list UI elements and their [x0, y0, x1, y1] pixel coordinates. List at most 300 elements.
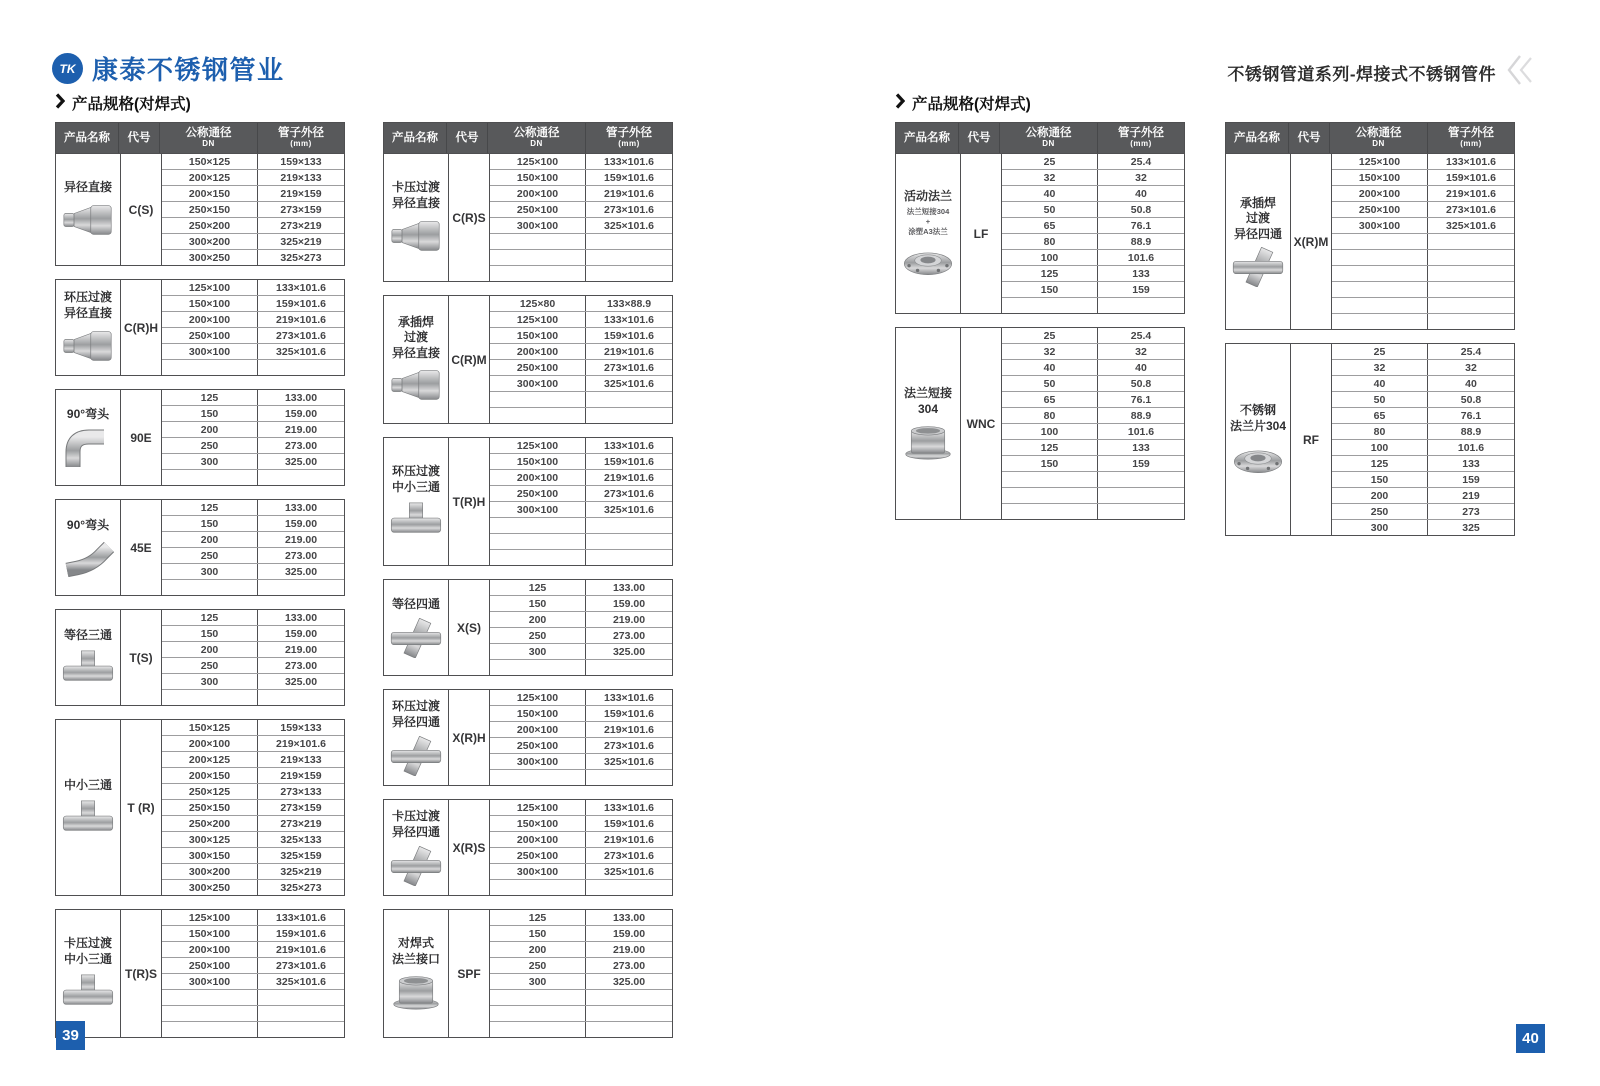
dn-cell [1002, 298, 1098, 313]
od-cell: 219×133 [280, 753, 322, 766]
dn-cell: 200×100 [490, 470, 586, 485]
product-cell [384, 438, 449, 565]
od-cell [586, 880, 672, 895]
od-cell: 219×101.6 [604, 345, 654, 358]
table-row [490, 296, 672, 311]
od-cell: 219×159 [280, 187, 322, 200]
product-name: 环压过渡 异径直接 [63, 290, 112, 320]
tee-icon [61, 799, 115, 837]
dn-cell [1002, 504, 1098, 519]
flange-icon [1231, 440, 1285, 476]
table-row-empty [162, 469, 344, 485]
dn-cell [162, 1006, 258, 1021]
page-number-right: 40 [1516, 1024, 1545, 1053]
table-row-empty [162, 1021, 344, 1037]
od-cell: 25.4 [1130, 155, 1152, 168]
dn-cell [490, 250, 586, 265]
od-cell: 133×101.6 [276, 911, 326, 924]
table-row [490, 831, 672, 847]
table-row [162, 201, 344, 217]
table-row [490, 485, 672, 501]
dn-cell: 200 [490, 612, 586, 627]
od-cell: 159×101.6 [1446, 171, 1496, 184]
dn-cell: 200×100 [162, 942, 258, 957]
od-cell: 273×101.6 [604, 361, 654, 374]
od-cell [1098, 488, 1184, 503]
product-name: 法兰短接 304 [903, 386, 952, 416]
table-row [1002, 154, 1184, 169]
company-logo [52, 50, 285, 87]
od-cell: 219.00 [284, 643, 318, 656]
od-cell [586, 550, 672, 565]
dn-cell: 32 [1002, 170, 1098, 185]
dn-cell: 200×100 [162, 736, 258, 751]
size-rows [490, 438, 672, 565]
table-row [490, 973, 672, 989]
flange-icon [901, 242, 955, 278]
table-row [162, 249, 344, 265]
table-body [1226, 344, 1514, 535]
dn-cell: 150×100 [162, 926, 258, 941]
dn-cell: 250×150 [162, 202, 258, 217]
product-cell [384, 910, 449, 1037]
table-row [1002, 343, 1184, 359]
table-row [490, 611, 672, 627]
table-row [162, 641, 344, 657]
code-cell: T(R)H [449, 438, 490, 565]
table-row [162, 657, 344, 673]
dn-cell: 250×100 [1332, 202, 1428, 217]
table-row [162, 453, 344, 469]
table-row [490, 627, 672, 643]
tee-icon [61, 649, 115, 687]
od-cell: 133.00 [612, 581, 646, 594]
dn-cell: 250×100 [162, 958, 258, 973]
od-cell: 159×101.6 [276, 297, 326, 310]
code-cell: 90E [121, 390, 162, 485]
table-row [162, 783, 344, 799]
product-cell [384, 154, 449, 281]
dn-cell [490, 408, 586, 423]
table-row-empty [490, 265, 672, 281]
table-row [162, 831, 344, 847]
od-cell [586, 234, 672, 249]
od-cell: 325×219 [280, 865, 322, 878]
code-cell: T(S) [121, 610, 162, 705]
product-name: 90°弯头 [66, 407, 110, 422]
dn-cell [490, 1022, 586, 1037]
arrow-icon [895, 93, 905, 114]
table-row [490, 847, 672, 863]
dn-cell: 150 [490, 926, 586, 941]
od-cell: 32 [1465, 361, 1477, 374]
od-cell [258, 1006, 344, 1021]
dn-cell: 150×100 [490, 454, 586, 469]
od-cell [1428, 298, 1514, 313]
product-name: 等径三通 [63, 628, 112, 643]
dn-cell: 40 [1332, 376, 1428, 391]
table-row-empty [490, 1021, 672, 1037]
dn-cell: 25 [1332, 344, 1428, 359]
table-row [162, 625, 344, 641]
dn-cell: 250×100 [490, 738, 586, 753]
page-number-left: 39 [56, 1021, 85, 1050]
size-rows [162, 500, 344, 595]
od-cell: 32 [1135, 345, 1147, 358]
dn-cell: 80 [1002, 234, 1098, 249]
dn-cell: 65 [1002, 218, 1098, 233]
product-name: 承插焊 过渡 异径四通 [1233, 195, 1282, 241]
dn-cell [162, 1022, 258, 1037]
dn-cell [490, 534, 586, 549]
table-row-empty [1332, 233, 1514, 249]
dn-cell: 150×100 [1332, 170, 1428, 185]
table-row-empty [1332, 297, 1514, 313]
table-row-empty [490, 249, 672, 265]
od-cell: 101.6 [1127, 251, 1155, 264]
dn-cell: 300 [162, 564, 258, 579]
table-row [1002, 423, 1184, 439]
od-cell [258, 470, 344, 485]
dn-cell: 300×100 [490, 502, 586, 517]
dn-cell: 125 [490, 580, 586, 595]
od-cell: 273.00 [284, 659, 318, 672]
od-cell: 88.9 [1460, 425, 1482, 438]
product-name: 不锈钢 法兰片304 [1229, 403, 1287, 433]
od-cell: 325 [1462, 521, 1480, 534]
table-row [1332, 185, 1514, 201]
dn-cell: 100 [1002, 424, 1098, 439]
dn-cell [1332, 266, 1428, 281]
col-header-od: 管子外径 (mm) [1427, 123, 1514, 153]
od-cell: 101.6 [1127, 425, 1155, 438]
od-cell: 32 [1135, 171, 1147, 184]
col-header-code: 代号 [958, 123, 999, 153]
dn-cell: 300×150 [162, 848, 258, 863]
dn-cell [490, 660, 586, 675]
collar-icon [902, 423, 954, 461]
product-name: 环压过渡 异径四通 [391, 699, 440, 729]
dn-cell: 250×100 [490, 202, 586, 217]
code-cell: RF [1291, 344, 1332, 535]
dn-cell: 125 [1002, 440, 1098, 455]
od-cell [258, 360, 344, 375]
od-cell: 325×101.6 [604, 377, 654, 390]
od-cell: 159 [1132, 457, 1150, 470]
table-row [162, 925, 344, 941]
table-body [56, 390, 344, 485]
col-header-product: 产品名称 [392, 131, 438, 144]
table-row [1332, 439, 1514, 455]
dn-cell: 125×100 [490, 154, 586, 169]
table-row [1332, 455, 1514, 471]
od-cell: 50.8 [1130, 377, 1152, 390]
dn-cell: 200 [162, 642, 258, 657]
dn-cell: 300×125 [162, 832, 258, 847]
table-row [162, 910, 344, 925]
product-cell [896, 154, 961, 313]
code-cell: C(S) [121, 154, 162, 265]
od-cell: 133×101.6 [1446, 155, 1496, 168]
dn-cell: 250×125 [162, 784, 258, 799]
table-row [1002, 217, 1184, 233]
dn-cell: 150×100 [490, 816, 586, 831]
dn-cell: 65 [1002, 392, 1098, 407]
code-cell: C(R)M [449, 296, 490, 423]
dn-cell: 150 [1002, 456, 1098, 471]
table-row [490, 957, 672, 973]
dn-cell: 200×100 [162, 312, 258, 327]
dn-cell: 100 [1332, 440, 1428, 455]
product-cell [56, 280, 121, 375]
table-row [1002, 249, 1184, 265]
code-cell: C(R)H [121, 280, 162, 375]
table-row [1332, 217, 1514, 233]
table-body [384, 153, 672, 281]
table-row [1332, 359, 1514, 375]
od-cell: 325.00 [612, 645, 646, 658]
table-row [1002, 185, 1184, 201]
dn-cell: 50 [1332, 392, 1428, 407]
od-cell: 325×101.6 [276, 975, 326, 988]
code-cell: X(R)S [449, 800, 490, 895]
table-row [1002, 328, 1184, 343]
size-rows [490, 296, 672, 423]
table-row-empty [490, 517, 672, 533]
dn-cell: 250 [1332, 504, 1428, 519]
od-cell: 133 [1132, 441, 1150, 454]
table-row [162, 941, 344, 957]
od-cell: 133.00 [612, 911, 646, 924]
dn-cell [1332, 250, 1428, 265]
od-cell: 159 [1462, 473, 1480, 486]
spec-table-C(R)M [383, 295, 673, 424]
col-header-product: 产品名称 [1234, 131, 1280, 144]
dn-cell: 125×100 [490, 800, 586, 815]
cross-icon [1231, 247, 1285, 287]
product-cell [896, 328, 961, 519]
product-name: 卡压过渡 中小三通 [63, 936, 112, 966]
product-cell [56, 610, 121, 705]
dn-cell: 200×125 [162, 170, 258, 185]
product-name: 活动法兰 [903, 188, 952, 203]
od-cell: 219.00 [284, 423, 318, 436]
od-cell: 273×219 [280, 817, 322, 830]
od-cell: 25.4 [1460, 345, 1482, 358]
od-cell [1098, 504, 1184, 519]
od-cell: 219.00 [284, 533, 318, 546]
od-cell [586, 534, 672, 549]
dn-cell: 50 [1002, 376, 1098, 391]
dn-cell: 150 [490, 596, 586, 611]
table-row-empty [1332, 281, 1514, 297]
table-row [1332, 169, 1514, 185]
table-row [490, 501, 672, 517]
dn-cell: 125×100 [490, 690, 586, 705]
dn-cell [490, 518, 586, 533]
od-cell [586, 1022, 672, 1037]
dn-cell: 125 [1332, 456, 1428, 471]
spec-table-C(S) [55, 122, 345, 266]
table-row [490, 863, 672, 879]
dn-cell: 300×250 [162, 250, 258, 265]
od-cell [1428, 314, 1514, 329]
spec-table-X(R)H [383, 689, 673, 786]
spec-table-T(R)S [55, 909, 345, 1038]
product-name: 承插焊 过渡 异径直接 [391, 314, 440, 360]
dn-cell: 300 [490, 644, 586, 659]
dn-cell: 150×125 [162, 154, 258, 169]
od-cell: 219×159 [280, 769, 322, 782]
dn-cell: 150 [162, 626, 258, 641]
table-row [490, 327, 672, 343]
table-row [162, 280, 344, 295]
dn-cell: 300×100 [1332, 218, 1428, 233]
od-cell [258, 580, 344, 595]
dn-cell: 300 [1332, 520, 1428, 535]
size-rows [162, 280, 344, 375]
table-row [162, 815, 344, 831]
table-row [490, 595, 672, 611]
table-header-row [384, 123, 672, 153]
od-cell: 325.00 [284, 675, 318, 688]
od-cell: 325.00 [284, 455, 318, 468]
product-name: 异径直接 [63, 180, 112, 195]
dn-cell: 300×100 [490, 218, 586, 233]
table-row [162, 610, 344, 625]
od-cell: 159×101.6 [604, 707, 654, 720]
table-row [162, 720, 344, 735]
table-header-row [1226, 123, 1514, 153]
table-row [490, 800, 672, 815]
col-header-dn: 公称通径 DN [1329, 123, 1427, 153]
od-cell: 40 [1135, 187, 1147, 200]
od-cell: 325×101.6 [604, 503, 654, 516]
table-stack-right-inner [1225, 122, 1515, 536]
spec-table-X(S) [383, 579, 673, 676]
table-row [162, 973, 344, 989]
table-row [490, 925, 672, 941]
od-cell: 273.00 [612, 629, 646, 642]
col-header-dn: 公称通径 DN [159, 123, 257, 153]
dn-cell: 300×250 [162, 880, 258, 895]
table-row [490, 690, 672, 705]
dn-cell: 200×125 [162, 752, 258, 767]
spec-table-C(R)S [383, 122, 673, 282]
table-body [56, 720, 344, 895]
code-cell: WNC [961, 328, 1002, 519]
table-row [162, 531, 344, 547]
dn-cell: 250×150 [162, 800, 258, 815]
od-cell: 273×101.6 [276, 959, 326, 972]
dn-cell: 300×100 [162, 974, 258, 989]
table-row-empty [162, 579, 344, 595]
dn-cell [162, 690, 258, 705]
spec-table-C(R)H [55, 279, 345, 376]
table-row [1002, 281, 1184, 297]
od-cell: 159.00 [612, 927, 646, 940]
dn-cell: 125 [1002, 266, 1098, 281]
od-cell: 101.6 [1457, 441, 1485, 454]
dn-cell [1002, 488, 1098, 503]
section-title-right: 产品规格(对焊式) [895, 92, 1031, 114]
product-name: 中小三通 [63, 778, 112, 793]
size-rows [1332, 154, 1514, 329]
product-cell [56, 720, 121, 895]
dn-cell: 125×100 [162, 280, 258, 295]
dn-cell: 150×100 [162, 296, 258, 311]
product-cell [56, 500, 121, 595]
table-row [1332, 407, 1514, 423]
table-row [490, 643, 672, 659]
table-row [1332, 344, 1514, 359]
table-row [490, 721, 672, 737]
dn-cell: 200 [1332, 488, 1428, 503]
dn-cell [490, 990, 586, 1005]
od-cell: 273×101.6 [604, 849, 654, 862]
od-cell: 219×101.6 [276, 737, 326, 750]
table-row [490, 753, 672, 769]
table-body [384, 690, 672, 785]
dn-cell: 300 [162, 454, 258, 469]
table-row [490, 201, 672, 217]
col-header-product: 产品名称 [904, 131, 950, 144]
od-cell [1098, 472, 1184, 487]
od-cell: 50.8 [1130, 203, 1152, 216]
table-body [1226, 153, 1514, 329]
table-row [1002, 439, 1184, 455]
spec-table-LF [895, 122, 1185, 314]
table-row [1002, 391, 1184, 407]
cross-icon [389, 618, 443, 658]
od-cell: 133×88.9 [606, 297, 652, 310]
dn-cell: 150×100 [490, 170, 586, 185]
code-cell: X(R)M [1291, 154, 1332, 329]
arrow-icon [55, 93, 65, 114]
table-row-empty [490, 533, 672, 549]
dn-cell: 25 [1002, 154, 1098, 169]
cross-icon [389, 846, 443, 886]
od-cell: 219×101.6 [604, 723, 654, 736]
col-header-dn: 公称通径 DN [487, 123, 585, 153]
od-cell: 325×273 [280, 251, 322, 264]
dn-cell: 250×100 [490, 848, 586, 863]
table-row [1332, 391, 1514, 407]
dn-cell [490, 880, 586, 895]
dn-cell: 150×100 [490, 706, 586, 721]
table-row-empty [1332, 313, 1514, 329]
od-cell: 273×219 [280, 219, 322, 232]
table-row [162, 751, 344, 767]
table-row [490, 359, 672, 375]
dn-cell: 25 [1002, 328, 1098, 343]
od-cell: 159.00 [284, 627, 318, 640]
size-rows [162, 154, 344, 265]
od-cell: 273×101.6 [604, 487, 654, 500]
size-rows [490, 910, 672, 1037]
table-row [490, 910, 672, 925]
dn-cell: 250×200 [162, 816, 258, 831]
od-cell: 325×101.6 [1446, 219, 1496, 232]
od-cell: 40 [1135, 361, 1147, 374]
table-row [490, 169, 672, 185]
table-row-empty [1002, 503, 1184, 519]
table-row-empty [490, 407, 672, 423]
table-row-empty [490, 879, 672, 895]
table-row [162, 437, 344, 453]
dn-cell: 65 [1332, 408, 1428, 423]
od-cell: 219×101.6 [276, 313, 326, 326]
